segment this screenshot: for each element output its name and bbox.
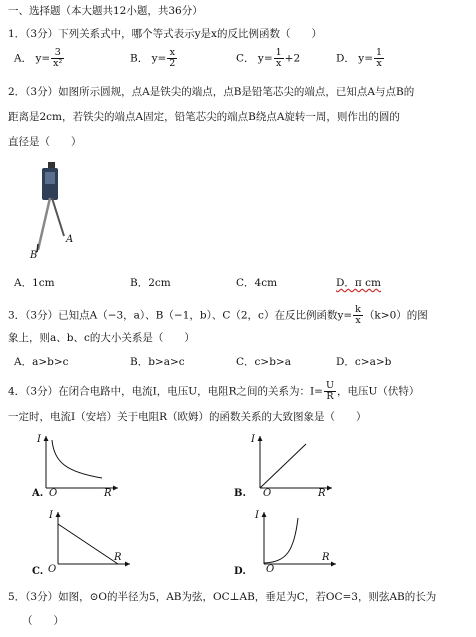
q4-option-a-label[interactable]: A. bbox=[32, 488, 44, 499]
axis-label-r: R bbox=[318, 488, 326, 498]
axis-label-r: R bbox=[322, 552, 330, 563]
q4-option-c-label[interactable]: C. bbox=[32, 566, 44, 577]
denominator: x bbox=[275, 58, 282, 69]
compass-pencil-leg bbox=[38, 198, 50, 250]
q2-line-2: 距离是2cm，若铁尖的端点A固定，铅笔芯尖的端点B绕点A旋转一周，则作出的圆的 bbox=[8, 111, 400, 123]
fraction bbox=[324, 381, 336, 402]
q1-option-b[interactable] bbox=[130, 48, 178, 69]
q4-graph-c[interactable] bbox=[44, 508, 134, 574]
q4-line-1-pre: 4．（3分）在闭合电路中，电流I，电压U，电阻R之间的关系为：I= bbox=[8, 385, 323, 398]
q2-option-b[interactable]: B．2cm bbox=[130, 277, 171, 289]
decreasing-line bbox=[58, 524, 118, 564]
origin-label: O bbox=[49, 488, 58, 498]
numerator: k bbox=[355, 304, 361, 315]
fraction bbox=[167, 48, 177, 69]
option-label: A． bbox=[14, 52, 33, 65]
compass-label-a: A bbox=[66, 234, 74, 245]
denominator: 2 bbox=[169, 58, 176, 69]
q4-option-b-label[interactable]: B. bbox=[234, 488, 246, 499]
option-expr: y= bbox=[257, 52, 273, 65]
y-axis-arrow-icon bbox=[258, 436, 263, 441]
option-label: B． bbox=[130, 52, 149, 65]
q3-line-1 bbox=[8, 305, 428, 326]
q3-line-1-post: （k>0）的图 bbox=[363, 309, 428, 322]
y-axis-arrow-icon bbox=[56, 512, 61, 517]
option-expr: y= bbox=[151, 52, 167, 65]
axis-label-i: I bbox=[49, 510, 53, 521]
fraction bbox=[274, 48, 284, 69]
option-label: D． bbox=[336, 52, 355, 65]
denominator: x bbox=[376, 58, 382, 69]
q4-line-2: 一定时，电流I（安培）关于电阻R（欧姆）的函数关系的大致图象是（ ） bbox=[8, 411, 367, 423]
inverse-curve bbox=[52, 440, 102, 478]
q3-option-b[interactable]: B．b>a>c bbox=[130, 356, 185, 368]
q2-option-d[interactable]: D．π cm bbox=[336, 277, 381, 289]
q3-option-c[interactable]: C．c>b>a bbox=[236, 356, 291, 368]
y-axis-arrow-icon bbox=[262, 512, 267, 517]
numerator: 1 bbox=[376, 47, 383, 58]
origin-label: O bbox=[266, 564, 275, 574]
origin-label: O bbox=[48, 564, 57, 574]
axis-label-r: R bbox=[104, 488, 112, 498]
q1-option-d[interactable] bbox=[336, 48, 385, 69]
fraction bbox=[374, 48, 384, 69]
numerator: 1 bbox=[275, 47, 282, 58]
x-axis-arrow-icon bbox=[113, 486, 118, 491]
q4-option-d-label[interactable]: D. bbox=[234, 566, 246, 577]
axis-label-i: I bbox=[251, 434, 255, 445]
compass-figure bbox=[26, 158, 86, 258]
compass-top bbox=[48, 162, 55, 168]
q2-option-c[interactable]: C．4cm bbox=[236, 277, 278, 289]
option-label: C． bbox=[236, 52, 255, 65]
x-axis-arrow-icon bbox=[327, 486, 332, 491]
origin-label: O bbox=[263, 488, 272, 498]
compass-needle-leg bbox=[52, 198, 64, 236]
option-expr: y= bbox=[358, 52, 373, 65]
q3-option-d[interactable]: D．c>a>b bbox=[336, 356, 392, 368]
x-axis-arrow-icon bbox=[125, 562, 130, 567]
denominator: x bbox=[355, 315, 361, 326]
q3-option-a[interactable]: A．a>b>c bbox=[14, 356, 69, 368]
numerator: x bbox=[167, 48, 177, 59]
x-axis-arrow-icon bbox=[331, 562, 336, 567]
denominator: R bbox=[326, 391, 334, 402]
q2-option-a[interactable]: A．1cm bbox=[14, 277, 55, 289]
fraction bbox=[51, 48, 64, 69]
q4-graph-d[interactable] bbox=[250, 508, 340, 574]
q4-graph-b[interactable] bbox=[246, 432, 336, 498]
compass-label-b: B bbox=[30, 250, 38, 258]
q1-option-a[interactable] bbox=[14, 48, 65, 69]
q2-line-3: 直径是（ ） bbox=[8, 136, 82, 148]
q5-line-2: （ ） bbox=[22, 615, 64, 627]
y-axis-arrow-icon bbox=[44, 436, 49, 441]
increasing-curve bbox=[264, 518, 298, 563]
option-expr-tail: +2 bbox=[284, 52, 301, 65]
option-expr: y= bbox=[35, 52, 51, 65]
q4-line-1-post: ，电压U（伏特） bbox=[336, 385, 420, 398]
numerator: 3 bbox=[51, 48, 64, 59]
q3-line-1-pre: 3．（3分）已知点A（−3，a）、B（−1，b）、C（2，c）在反比例函数y= bbox=[8, 309, 353, 322]
axis-label-r: R bbox=[114, 552, 122, 563]
axis-label-i: I bbox=[255, 510, 259, 521]
numerator: U bbox=[325, 380, 334, 391]
q3-line-2: 象上，则a、b、c的大小关系是（ ） bbox=[8, 332, 195, 344]
q4-graph-a[interactable] bbox=[32, 432, 122, 498]
denominator: x² bbox=[53, 58, 63, 69]
axis-label-i: I bbox=[37, 434, 41, 445]
compass-clip bbox=[45, 172, 55, 184]
q4-line-1 bbox=[8, 381, 419, 402]
linear-line bbox=[260, 444, 306, 488]
q5-line-1: 5．（3分）如图，⊙O的半径为5，AB为弦，OC⊥AB，垂足为C，若OC=3，则弦AB的长为 bbox=[8, 591, 437, 603]
fraction bbox=[353, 305, 363, 326]
q1-option-c[interactable] bbox=[236, 48, 300, 69]
q1-stem: 1．（3分）下列关系式中，哪个等式表示y是x的反比例函数（ ） bbox=[8, 28, 322, 40]
section-title: 一、选择题（本大题共12小题，共36分） bbox=[8, 5, 203, 17]
q2-line-1: 2．（3分）如图所示圆规，点A是铁尖的端点，点B是铅笔芯尖的端点，已知点A与点B的 bbox=[8, 86, 415, 98]
